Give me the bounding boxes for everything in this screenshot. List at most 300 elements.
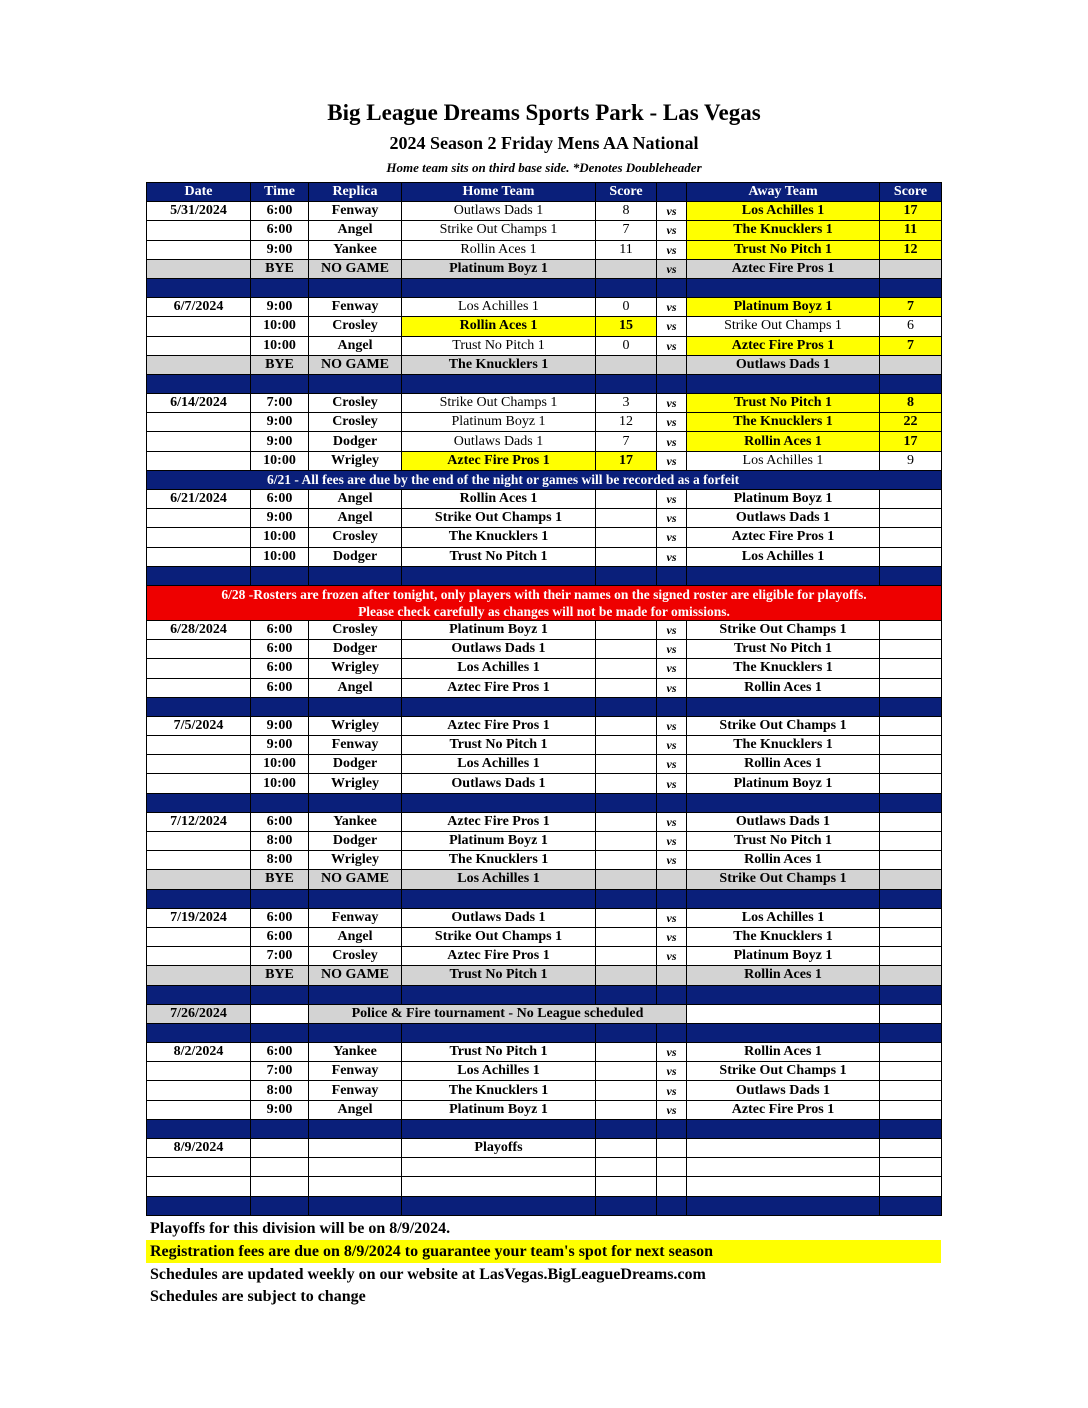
away-team-cell — [687, 1177, 880, 1196]
bye-row — [147, 355, 942, 374]
home-score-cell — [596, 755, 657, 774]
separator-cell — [687, 1023, 880, 1042]
home-team-cell — [402, 1158, 596, 1177]
game-row — [147, 1139, 942, 1158]
home-team-cell: Strike Out Champs 1 — [402, 927, 596, 946]
away-score-cell — [880, 1081, 942, 1100]
separator-cell — [251, 697, 309, 716]
separator-cell — [657, 889, 687, 908]
home-team-cell: Los Achilles 1 — [402, 870, 596, 889]
game-row — [147, 640, 942, 659]
away-team-cell — [687, 1158, 880, 1177]
vs-cell — [657, 1158, 687, 1177]
time-cell: 9:00 — [251, 432, 309, 451]
home-team-cell: Los Achilles 1 — [402, 298, 596, 317]
home-score-cell — [596, 1158, 657, 1177]
away-score-cell — [880, 490, 942, 509]
col-header-date: Date — [147, 183, 251, 202]
home-team-cell: The Knucklers 1 — [402, 1081, 596, 1100]
separator-cell — [657, 566, 687, 585]
home-team-cell: Strike Out Champs 1 — [402, 394, 596, 413]
replica-field-cell: Fenway — [309, 1062, 402, 1081]
home-score-cell — [596, 908, 657, 927]
time-cell: 10:00 — [251, 336, 309, 355]
table-header-row — [147, 183, 942, 202]
home-team-cell: Strike Out Champs 1 — [402, 509, 596, 528]
separator-cell — [309, 1196, 402, 1215]
vs-cell: vs — [657, 620, 687, 639]
replica-field-cell: NO GAME — [309, 870, 402, 889]
time-cell: 8:00 — [251, 832, 309, 851]
footer-fees-note: Registration fees are due on 8/9/2024 to guarantee your team's spot for next season — [146, 1240, 941, 1263]
time-cell: 8:00 — [251, 1081, 309, 1100]
announcement-text: Police & Fire tournament - No League scheduled — [309, 1004, 687, 1023]
home-team-cell: Rollin Aces 1 — [402, 317, 596, 336]
home-team-cell: Platinum Boyz 1 — [402, 832, 596, 851]
home-team-cell: Aztec Fire Pros 1 — [402, 947, 596, 966]
separator-cell — [687, 566, 880, 585]
away-score-cell — [880, 1158, 942, 1177]
date-cell — [147, 927, 251, 946]
away-score-cell: 7 — [880, 336, 942, 355]
away-score-cell — [880, 620, 942, 639]
replica-field-cell: Crosley — [309, 947, 402, 966]
separator-cell — [251, 889, 309, 908]
game-row — [147, 736, 942, 755]
date-cell — [147, 640, 251, 659]
separator-cell — [596, 374, 657, 393]
home-team-cell: The Knucklers 1 — [402, 355, 596, 374]
away-team-cell: Outlaws Dads 1 — [687, 812, 880, 831]
time-cell: 6:00 — [251, 678, 309, 697]
vs-cell: vs — [657, 259, 687, 278]
game-row — [147, 1100, 942, 1119]
col-header-away-team: Away Team — [687, 183, 880, 202]
vs-cell: vs — [657, 1100, 687, 1119]
separator-cell — [657, 374, 687, 393]
separator-cell — [880, 1196, 942, 1215]
date-cell: 6/7/2024 — [147, 298, 251, 317]
separator-cell — [596, 889, 657, 908]
replica-field-cell: Crosley — [309, 620, 402, 639]
separator-cell — [402, 985, 596, 1004]
separator-cell — [880, 374, 942, 393]
away-score-cell — [880, 736, 942, 755]
game-row — [147, 832, 942, 851]
replica-field-cell: Dodger — [309, 432, 402, 451]
date-cell: 6/28/2024 — [147, 620, 251, 639]
game-row — [147, 678, 942, 697]
game-row — [147, 659, 942, 678]
away-score-cell: 11 — [880, 221, 942, 240]
time-cell — [251, 1158, 309, 1177]
home-team-cell: Outlaws Dads 1 — [402, 908, 596, 927]
game-row — [147, 851, 942, 870]
replica-field-cell: Fenway — [309, 202, 402, 221]
away-team-cell: Trust No Pitch 1 — [687, 832, 880, 851]
replica-field-cell: Fenway — [309, 908, 402, 927]
vs-cell: vs — [657, 1062, 687, 1081]
separator-cell — [596, 278, 657, 297]
away-team-cell — [687, 1004, 880, 1023]
away-score-cell: 17 — [880, 432, 942, 451]
separator-cell — [596, 1196, 657, 1215]
separator-cell — [657, 1119, 687, 1138]
replica-field-cell: Crosley — [309, 413, 402, 432]
week-separator-row — [147, 697, 942, 716]
replica-field-cell: Yankee — [309, 240, 402, 259]
date-cell — [147, 947, 251, 966]
away-score-cell — [880, 355, 942, 374]
separator-cell — [147, 566, 251, 585]
game-row — [147, 755, 942, 774]
game-row — [147, 927, 942, 946]
game-row — [147, 547, 942, 566]
vs-cell: vs — [657, 528, 687, 547]
away-team-cell: The Knucklers 1 — [687, 927, 880, 946]
away-score-cell — [880, 259, 942, 278]
away-score-cell: 17 — [880, 202, 942, 221]
home-team-cell: Platinum Boyz 1 — [402, 1100, 596, 1119]
home-score-cell: 8 — [596, 202, 657, 221]
separator-cell — [402, 374, 596, 393]
home-team-cell: Platinum Boyz 1 — [402, 413, 596, 432]
away-team-cell: Trust No Pitch 1 — [687, 240, 880, 259]
home-score-cell: 7 — [596, 432, 657, 451]
away-score-cell — [880, 716, 942, 735]
home-score-cell — [596, 716, 657, 735]
away-score-cell — [880, 1004, 942, 1023]
replica-field-cell: Wrigley — [309, 851, 402, 870]
replica-field-cell: Wrigley — [309, 451, 402, 470]
replica-field-cell: Crosley — [309, 317, 402, 336]
separator-cell — [251, 1119, 309, 1138]
home-score-cell — [596, 1100, 657, 1119]
date-cell — [147, 1100, 251, 1119]
home-team-cell: Outlaws Dads 1 — [402, 202, 596, 221]
away-team-cell: The Knucklers 1 — [687, 413, 880, 432]
away-score-cell — [880, 774, 942, 793]
date-cell — [147, 870, 251, 889]
time-cell: 10:00 — [251, 755, 309, 774]
date-cell — [147, 336, 251, 355]
replica-field-cell: Yankee — [309, 812, 402, 831]
game-row — [147, 716, 942, 735]
vs-cell: vs — [657, 659, 687, 678]
date-cell — [147, 451, 251, 470]
away-score-cell — [880, 1177, 942, 1196]
announcement-row — [147, 1004, 942, 1023]
time-cell — [251, 1004, 309, 1023]
separator-cell — [147, 1119, 251, 1138]
away-team-cell: The Knucklers 1 — [687, 736, 880, 755]
separator-cell — [251, 1023, 309, 1042]
vs-cell: vs — [657, 490, 687, 509]
home-score-cell — [596, 947, 657, 966]
home-score-cell — [596, 736, 657, 755]
separator-cell — [402, 889, 596, 908]
away-score-cell — [880, 678, 942, 697]
time-cell — [251, 1177, 309, 1196]
separator-cell — [402, 1119, 596, 1138]
separator-cell — [687, 374, 880, 393]
footer-change-note: Schedules are subject to change — [150, 1288, 366, 1305]
home-score-cell — [596, 528, 657, 547]
game-row — [147, 202, 942, 221]
roster-alert-line-1: 6/28 -Rosters are frozen after tonight, only players with their names on the signed roster are eligible for playoffs. — [221, 586, 867, 602]
separator-cell — [309, 374, 402, 393]
home-team-cell: Aztec Fire Pros 1 — [402, 678, 596, 697]
replica-field-cell: Angel — [309, 490, 402, 509]
away-team-cell: Platinum Boyz 1 — [687, 490, 880, 509]
date-cell — [147, 774, 251, 793]
home-score-cell — [596, 870, 657, 889]
time-cell: 10:00 — [251, 547, 309, 566]
replica-field-cell — [309, 1139, 402, 1158]
time-cell: 6:00 — [251, 927, 309, 946]
separator-cell — [880, 278, 942, 297]
away-team-cell: The Knucklers 1 — [687, 659, 880, 678]
separator-cell — [657, 1023, 687, 1042]
time-cell: 6:00 — [251, 659, 309, 678]
home-team-cell: Aztec Fire Pros 1 — [402, 812, 596, 831]
home-score-cell: 3 — [596, 394, 657, 413]
away-score-cell — [880, 509, 942, 528]
separator-cell — [251, 793, 309, 812]
vs-cell: vs — [657, 678, 687, 697]
vs-cell: vs — [657, 547, 687, 566]
game-row — [147, 394, 942, 413]
home-score-cell: 17 — [596, 451, 657, 470]
replica-field-cell: Angel — [309, 336, 402, 355]
game-row — [147, 1081, 942, 1100]
away-score-cell — [880, 755, 942, 774]
time-cell: 6:00 — [251, 1043, 309, 1062]
away-score-cell: 8 — [880, 394, 942, 413]
vs-cell: vs — [657, 509, 687, 528]
separator-cell — [147, 697, 251, 716]
time-cell: 6:00 — [251, 640, 309, 659]
game-row — [147, 908, 942, 927]
date-cell — [147, 1177, 251, 1196]
week-separator-row — [147, 1023, 942, 1042]
replica-field-cell: Dodger — [309, 640, 402, 659]
game-row — [147, 221, 942, 240]
separator-cell — [402, 697, 596, 716]
time-cell: 10:00 — [251, 451, 309, 470]
home-score-cell — [596, 490, 657, 509]
week-separator-row — [147, 278, 942, 297]
vs-cell: vs — [657, 832, 687, 851]
separator-cell — [251, 1196, 309, 1215]
separator-cell — [147, 793, 251, 812]
separator-cell — [309, 1023, 402, 1042]
separator-cell — [309, 985, 402, 1004]
home-team-cell: Aztec Fire Pros 1 — [402, 451, 596, 470]
vs-cell: vs — [657, 413, 687, 432]
time-cell: BYE — [251, 355, 309, 374]
replica-field-cell — [309, 1158, 402, 1177]
separator-cell — [880, 1119, 942, 1138]
replica-field-cell: Angel — [309, 1100, 402, 1119]
away-score-cell — [880, 947, 942, 966]
separator-cell — [596, 566, 657, 585]
time-cell: 6:00 — [251, 620, 309, 639]
away-team-cell: Platinum Boyz 1 — [687, 298, 880, 317]
game-row — [147, 451, 942, 470]
separator-cell — [687, 1119, 880, 1138]
separator-cell — [687, 1196, 880, 1215]
home-team-cell: Outlaws Dads 1 — [402, 640, 596, 659]
game-row — [147, 774, 942, 793]
game-row — [147, 1062, 942, 1081]
vs-cell — [657, 1177, 687, 1196]
away-team-cell: Outlaws Dads 1 — [687, 1081, 880, 1100]
separator-cell — [309, 566, 402, 585]
separator-cell — [657, 278, 687, 297]
away-team-cell: Rollin Aces 1 — [687, 851, 880, 870]
date-cell — [147, 413, 251, 432]
home-score-cell — [596, 966, 657, 985]
date-cell: 7/12/2024 — [147, 812, 251, 831]
game-row — [147, 620, 942, 639]
away-score-cell: 7 — [880, 298, 942, 317]
bye-row — [147, 966, 942, 985]
replica-field-cell: Fenway — [309, 736, 402, 755]
home-team-cell: Rollin Aces 1 — [402, 240, 596, 259]
away-team-cell: The Knucklers 1 — [687, 221, 880, 240]
vs-cell: vs — [657, 716, 687, 735]
away-team-cell: Trust No Pitch 1 — [687, 394, 880, 413]
date-cell — [147, 1062, 251, 1081]
home-score-cell: 12 — [596, 413, 657, 432]
away-score-cell — [880, 1139, 942, 1158]
replica-field-cell: Yankee — [309, 1043, 402, 1062]
time-cell: 6:00 — [251, 490, 309, 509]
home-score-cell — [596, 640, 657, 659]
away-score-cell — [880, 547, 942, 566]
page-title: Big League Dreams Sports Park - Las Vegas — [327, 100, 761, 125]
vs-cell: vs — [657, 432, 687, 451]
date-cell — [147, 355, 251, 374]
game-row — [147, 317, 942, 336]
separator-cell — [880, 889, 942, 908]
away-team-cell: Rollin Aces 1 — [687, 1043, 880, 1062]
home-team-cell: Playoffs — [402, 1139, 596, 1158]
time-cell: 10:00 — [251, 774, 309, 793]
replica-field-cell: Angel — [309, 678, 402, 697]
time-cell: BYE — [251, 966, 309, 985]
home-score-cell — [596, 1062, 657, 1081]
away-team-cell: Strike Out Champs 1 — [687, 1062, 880, 1081]
home-score-cell — [596, 1081, 657, 1100]
replica-field-cell: Crosley — [309, 528, 402, 547]
roster-alert-row — [147, 585, 942, 620]
away-team-cell: Outlaws Dads 1 — [687, 355, 880, 374]
roster-alert-line-2: Please check carefully as changes will not be made for omissions. — [358, 603, 730, 619]
date-cell: 7/26/2024 — [147, 1004, 251, 1023]
away-team-cell: Aztec Fire Pros 1 — [687, 1100, 880, 1119]
roster-alert — [147, 585, 942, 620]
date-cell — [147, 966, 251, 985]
away-score-cell — [880, 851, 942, 870]
date-cell — [147, 221, 251, 240]
schedule-body — [147, 202, 942, 1216]
separator-cell — [147, 278, 251, 297]
separator-cell — [880, 1023, 942, 1042]
vs-cell: vs — [657, 394, 687, 413]
col-header-home-score: Score — [596, 183, 657, 202]
replica-field-cell: Crosley — [309, 394, 402, 413]
game-row — [147, 432, 942, 451]
date-cell — [147, 659, 251, 678]
col-header-time: Time — [251, 183, 309, 202]
separator-cell — [880, 566, 942, 585]
game-row — [147, 240, 942, 259]
away-team-cell: Outlaws Dads 1 — [687, 509, 880, 528]
time-cell: 7:00 — [251, 947, 309, 966]
separator-cell — [596, 1119, 657, 1138]
week-separator-row — [147, 1196, 942, 1215]
separator-cell — [657, 985, 687, 1004]
away-team-cell: Rollin Aces 1 — [687, 432, 880, 451]
away-score-cell — [880, 640, 942, 659]
date-cell — [147, 851, 251, 870]
footer-website-note: Schedules are updated weekly on our website at LasVegas.BigLeagueDreams.com — [150, 1266, 706, 1283]
home-team-cell: Trust No Pitch 1 — [402, 1043, 596, 1062]
vs-cell: vs — [657, 202, 687, 221]
home-score-cell — [596, 547, 657, 566]
vs-cell: vs — [657, 240, 687, 259]
home-team-cell: Platinum Boyz 1 — [402, 259, 596, 278]
separator-cell — [687, 278, 880, 297]
vs-cell: vs — [657, 908, 687, 927]
away-score-cell: 12 — [880, 240, 942, 259]
away-team-cell: Platinum Boyz 1 — [687, 947, 880, 966]
home-team-cell: The Knucklers 1 — [402, 528, 596, 547]
separator-cell — [309, 793, 402, 812]
replica-field-cell: Angel — [309, 927, 402, 946]
replica-field-cell: Wrigley — [309, 774, 402, 793]
replica-field-cell: Wrigley — [309, 659, 402, 678]
separator-cell — [309, 697, 402, 716]
separator-cell — [657, 1196, 687, 1215]
separator-cell — [880, 697, 942, 716]
away-team-cell — [687, 1139, 880, 1158]
away-team-cell: Trust No Pitch 1 — [687, 640, 880, 659]
date-cell — [147, 240, 251, 259]
separator-cell — [596, 1023, 657, 1042]
away-team-cell: Strike Out Champs 1 — [687, 317, 880, 336]
away-score-cell — [880, 927, 942, 946]
date-cell — [147, 678, 251, 697]
away-score-cell — [880, 659, 942, 678]
vs-cell — [657, 1139, 687, 1158]
replica-field-cell: Angel — [309, 509, 402, 528]
home-score-cell — [596, 259, 657, 278]
vs-cell: vs — [657, 755, 687, 774]
date-cell — [147, 832, 251, 851]
vs-cell: vs — [657, 851, 687, 870]
week-separator-row — [147, 374, 942, 393]
time-cell — [251, 1139, 309, 1158]
game-row — [147, 1043, 942, 1062]
fees-notice: 6/21 - All fees are due by the end of the night or games will be recorded as a forfeit — [147, 470, 942, 489]
home-team-cell: Trust No Pitch 1 — [402, 966, 596, 985]
game-row — [147, 1177, 942, 1196]
date-cell: 5/31/2024 — [147, 202, 251, 221]
game-row — [147, 812, 942, 831]
